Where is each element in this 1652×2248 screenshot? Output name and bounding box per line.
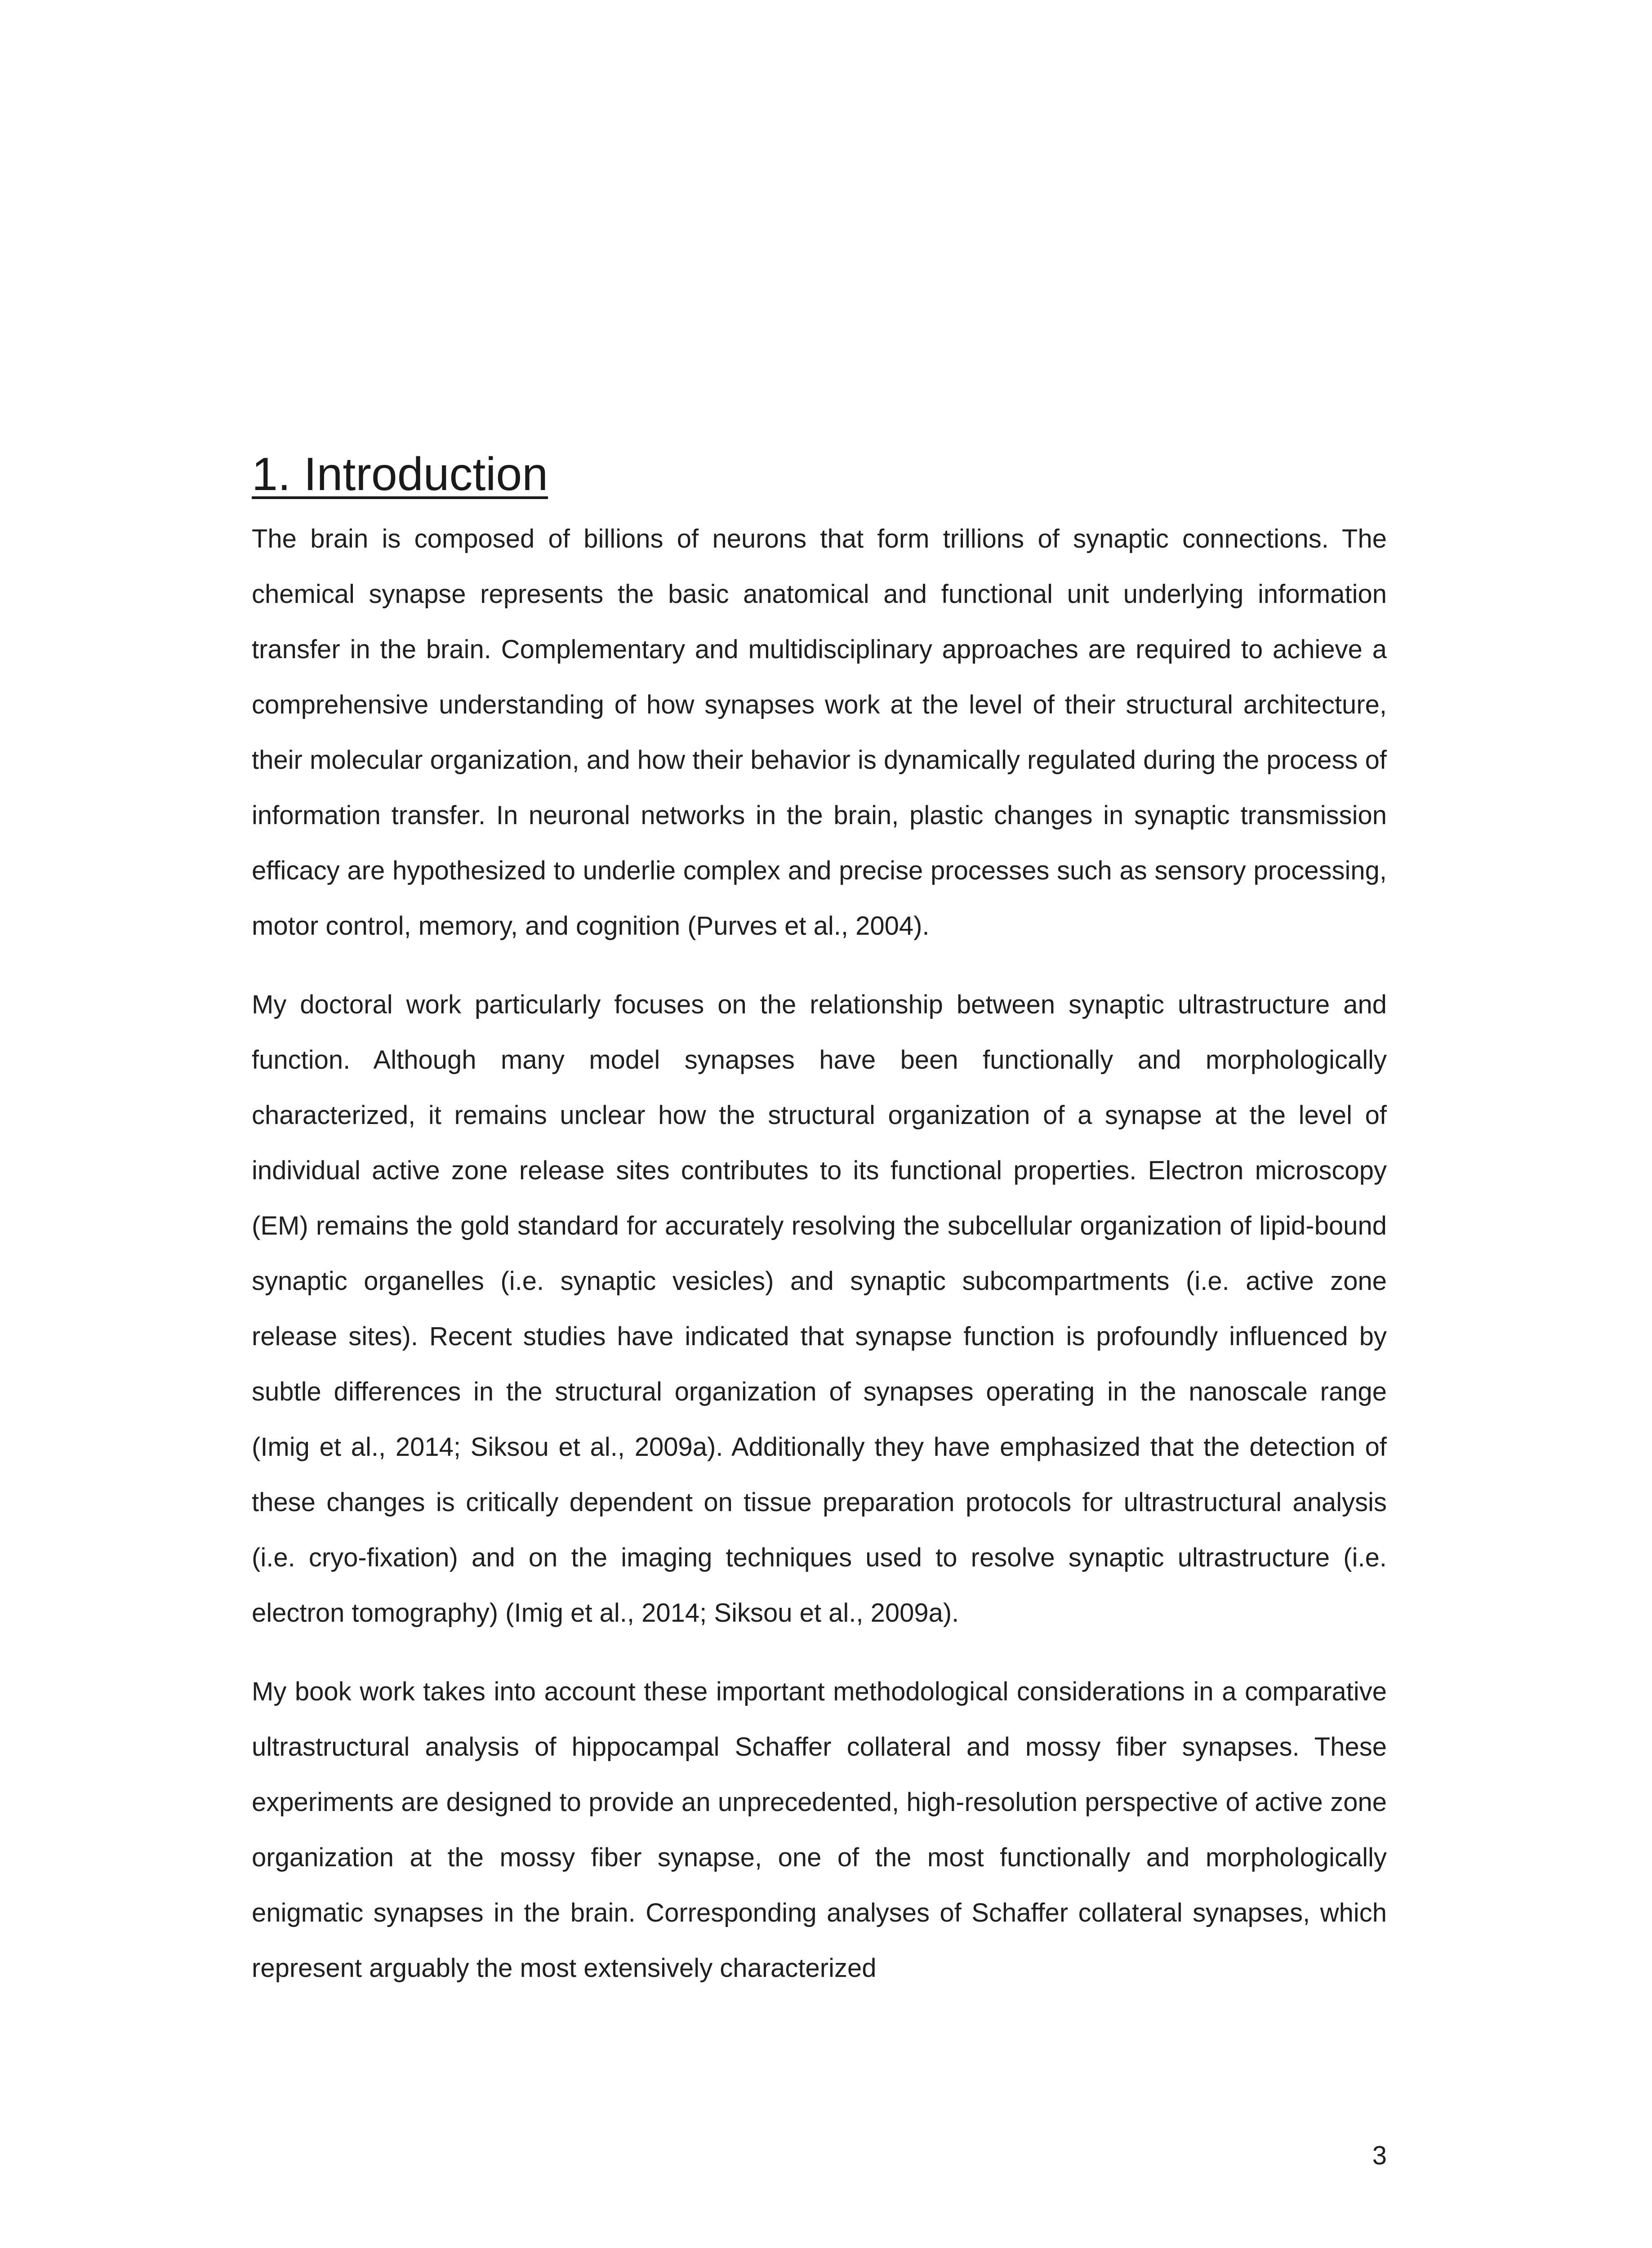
page-content (252, 443, 1387, 2019)
section-heading: 1. Introduction (252, 448, 548, 500)
page-number: 3 (1372, 2141, 1387, 2170)
paragraph-2: My doctoral work particularly focuses on the relationship between synaptic ultrastructure and function. Although many model synapses have been functionally and morphologically characterized, it remains unclear how the structural organization of a synapse at the level of individual active zone release sites contributes to its functional properties. Electron microscopy (EM) remains the gold standard for accurately resolving the subcellular organization of lipid-bound synaptic organelles (i.e. synaptic vesicles) and synaptic subcompartments (i.e. active zone release sites). Recent studies have indicated that synapse function is profoundly influenced by subtle differences in the structural organization of synapses operating in the nanoscale range (Imig et al., 2014; Siksou et al., 2009a). Additionally they have emphasized that the detection of these changes is critically dependent on tissue preparation protocols for ultrastructural analysis (i.e. cryo-fixation) and on the imaging techniques used to resolve synaptic ultrastructure (i.e. electron tomography) (Imig et al., 2014; Siksou et al., 2009a). (252, 990, 1387, 1628)
paragraph-3: My book work takes into account these important methodological considerations in a comparative ultrastructural analysis of hippocampal Schaffer collateral and mossy fiber synapses. These experiments are designed to provide an unprecedented, high-resolution perspective of active zone organization at the mossy fiber synapse, one of the most functionally and morphologically enigmatic synapses in the brain. Corresponding analyses of Schaffer collateral synapses, which represent arguably the most extensively characterized (252, 1677, 1387, 1983)
paragraph-1: The brain is composed of billions of neurons that form trillions of synaptic connections. The chemical synapse represents the basic anatomical and functional unit underlying information transfer in the brain. Complementary and multidisciplinary approaches are required to achieve a comprehensive understanding of how synapses work at the level of their structural architecture, their molecular organization, and how their behavior is dynamically regulated during the process of information transfer. In neuronal networks in the brain, plastic changes in synaptic transmission efficacy are hypothesized to underlie complex and precise processes such as sensory processing, motor control, memory, and cognition (Purves et al., 2004). (252, 524, 1387, 941)
